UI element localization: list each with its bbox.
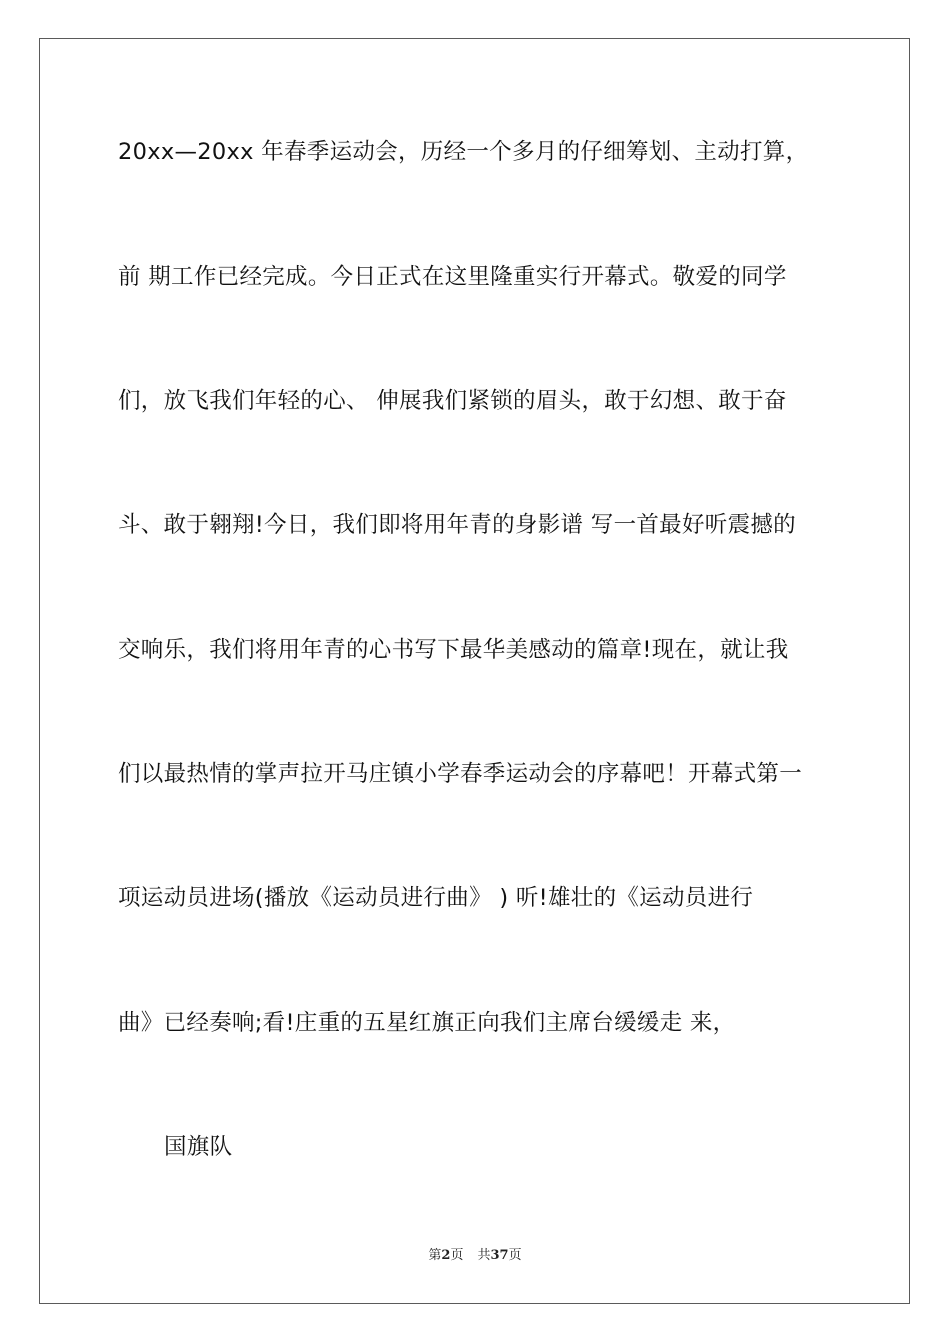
body-text-line-3: 们，放飞我们年轻的心、 伸展我们紧锁的眉头，敢于幻想、敢于奋 <box>118 388 787 414</box>
body-text-line-8: 曲》已经奏响;看!庄重的五星红旗正向我们主席台缓缓走 来， <box>118 1010 736 1036</box>
body-text-line-6: 们以最热情的掌声拉开马庄镇小学春季运动会的序幕吧！开幕式第一 <box>118 761 803 787</box>
body-text-line-4: 斗、敢于翱翔!今日，我们即将用年青的身影谱 写一首最好听震撼的 <box>118 512 796 538</box>
page-prefix: 第 <box>428 1248 442 1263</box>
body-text-line-5: 交响乐，我们将用年青的心书写下最华美感动的篇章!现在，就让我 <box>118 637 789 663</box>
page-border <box>39 38 910 1304</box>
page-suffix: 页 <box>450 1248 464 1263</box>
total-prefix: 共 <box>477 1248 491 1263</box>
page-footer <box>0 1247 950 1265</box>
total-suffix: 页 <box>508 1248 522 1263</box>
page-number: 2 <box>441 1248 451 1263</box>
total-pages: 37 <box>490 1248 509 1263</box>
section-label: 国旗队 <box>164 1134 233 1160</box>
body-text-line-1: 20xx—20xx 年春季运动会，历经一个多月的仔细筹划、主动打算， <box>118 139 809 165</box>
body-text-line-2: 前 期工作已经完成。今日正式在这里隆重实行开幕式。敬爱的同学 <box>118 264 787 290</box>
body-text-line-7: 项运动员进场(播放《运动员进行曲》 ) 听!雄壮的《运动员进行 <box>118 885 754 911</box>
